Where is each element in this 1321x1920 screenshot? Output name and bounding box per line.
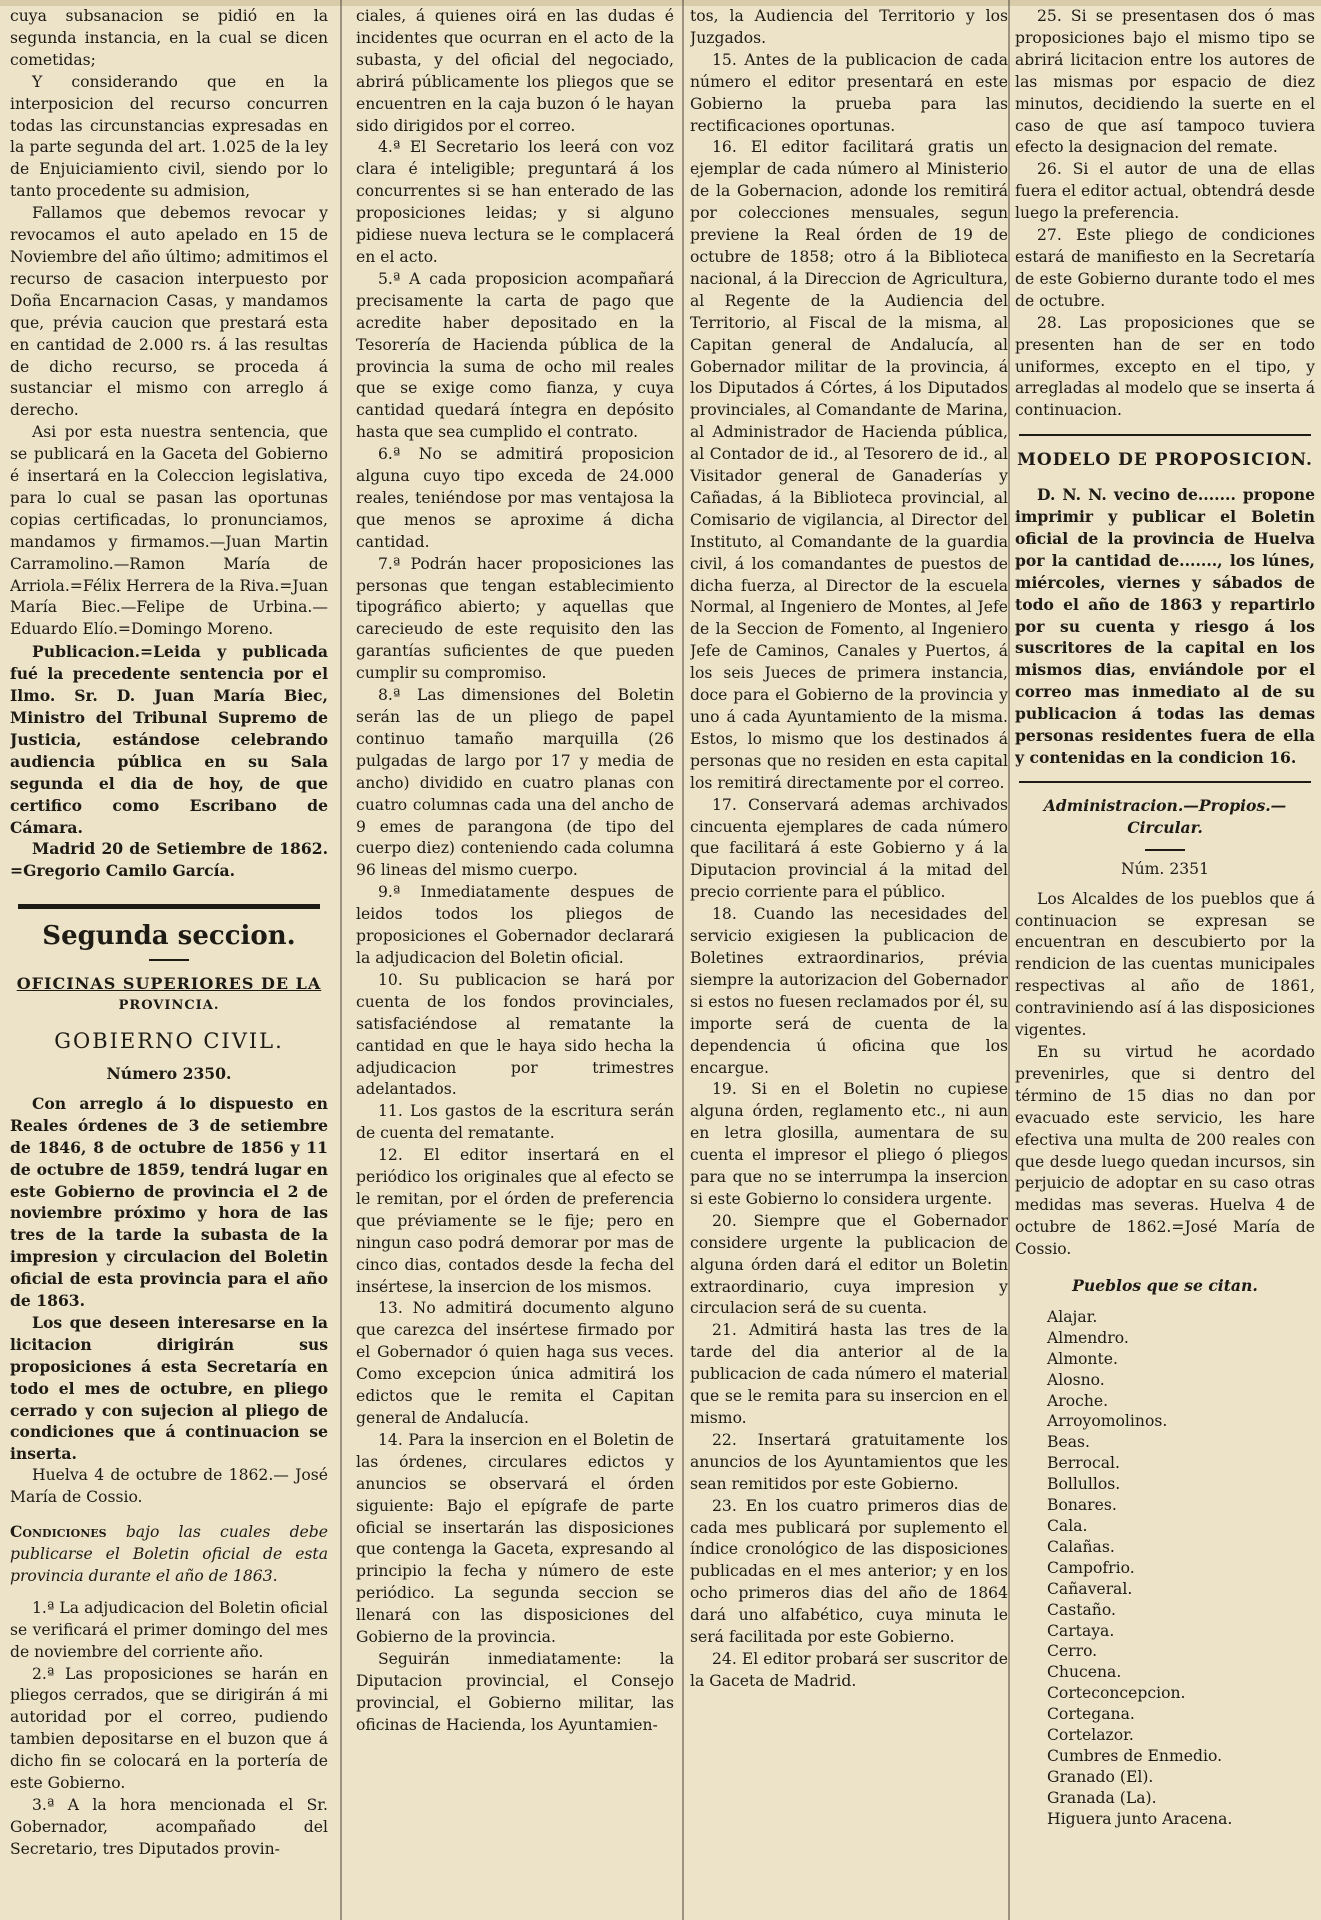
condition-item: 10. Su publicacion se hará por cuenta de los fondos provinciales, satisfaciéndose al rematante la cantidad en que le haya sido hecha la adjudicacion por trimestres adelantados. [356,970,674,1099]
town-item: Higuera junto Aracena. [1047,1809,1233,1828]
section-rule [1019,781,1311,783]
town-item: Berrocal. [1047,1454,1120,1473]
town-item: Castaño. [1047,1600,1116,1619]
town-item: Beas. [1047,1433,1090,1452]
paragraph: Asi por esta nuestra sentencia, que se publicará en la Gaceta del Gobierno é insertará en la Coleccion legislativa, para lo cual se pasan las oportunas copias certificadas, lo pronunciamos, mandamos y firmamos.—Juan Martin Carramolino.—Ramon María de Arriola.=Félix Herrera de la Riva.=Juan María Biec.—Felipe de Urbina.—Eduardo Elío.=Domingo Moreno. [10,423,328,639]
town-item: Alosno. [1047,1370,1105,1389]
town-item: Granada (La). [1047,1788,1157,1807]
paragraph: Con arreglo á lo dispuesto en Reales órdenes de 3 de setiembre de 1846, 8 de octubre de 1856 y 11 de octubre de 1859, tendrá lugar en este Gobierno de provincia el 2 de noviembre próximo y hora de las tres de la tarde la subasta de la impresion y circulacion del Boletin oficial de esta provincia para el año de 1863. [10,1093,328,1311]
conditions-heading [10,1521,328,1588]
town-item: Granado (El). [1047,1767,1154,1786]
condition-item: 5.ª A cada proposicion acompañará precisamente la carta de pago que acredite haber depositado en la Tesorería de Hacienda pública de la provincia la suma de ocho mil reales que se exige como fianza, y cuya cantidad quedará íntegra en depósito hasta que sea cumplido el contrato. [356,269,674,442]
towns-list [1015,1307,1315,1830]
model-text: D. N. N. vecino de....... propone imprimir y publicar el Boletin oficial de la provincia de Huelva por la cantidad de......., los lúnes, miércoles, viernes y sábados de todo el año de 1863 y repartirlo por su cuenta y riesgo á los suscritores de la capital en los mismos dias, enviándole por el correo mas inmediato al de su publicacion á todas las demas personas residentes fuera de ella y contenidas en la condicion 16. [1015,485,1315,767]
town-item: Cartaya. [1047,1621,1115,1640]
condition-item: 6.ª No se admitirá proposicion alguna cuyo tipo exceda de 24.000 reales, teniéndose por mas ventajosa la que menos se aproxime á dicha cantidad. [356,445,674,551]
condition-item: 24. El editor probará ser suscritor de la Gaceta de Madrid. [690,1649,1008,1690]
conditions-subtitle: bajo las cuales debe publicarse el Boletin oficial de esta provincia durante el año de 1863. [10,1523,328,1585]
condition-item: 15. Antes de la publicacion de cada número el editor presentará en este Gobierno la prueba para las rectificaciones oportunas. [690,50,1008,135]
number-label: Núm. 2351 [1120,859,1210,878]
condition-item: 1.ª La adjudicacion del Boletin oficial se verificará el primer domingo del mes de noviembre del corriente año. [10,1598,328,1661]
condition-item: 16. El editor facilitará gratis un ejemplar de cada número al Ministerio de la Gobernacion, adonde los remitirá por colecciones mensuales, segun previene la Real órden de 19 de octubre de 1858; otro á la Biblioteca nacional, á la Direccion de Agricultura, al Regente de la Audiencia del Territorio, al Fiscal de la misma, al Capitan general de Andalucía, al Gobernador militar de la provincia, á los Diputados á Córtes, á los Diputados provinciales, al Comandante de Marina, al Administrador de Hacienda pública, al Contador de id., al Tesorero de id., al Visitador general de Ganaderías y Cañadas, á la Biblioteca provincial, al Comisario de vigilancia, al Director del Instituto, al Comandante de la guardia civil, á los comandantes de puestos de dicha fuerza, al Director de la escuela Normal, al Ingeniero de Montes, al Jefe de la Seccion de Fomento, al Ingeniero Jefe de Caminos, Canales y Puertos, á los seis Jueces de primera instancia, doce para el Gobierno de la provincia y uno á cada Ayuntamiento de la misma. Estos, lo mismo que los destinados á personas que no residen en esta capital los remitirá directamente por el correo. [690,138,1008,792]
column-divider [1008,0,1010,1920]
condition-item: 28. Las proposiciones que se presenten han de ser en todo uniformes, excepto en el tipo, y arregladas al modelo que se inserta á continuacion. [1015,313,1315,420]
conditions-label: Condiciones [10,1522,107,1542]
condition-item: 21. Admitirá hasta las tres de la tarde del dia anterior al de la publicacion de cada número el material que se le remita para su insercion en el mismo. [690,1321,1008,1427]
short-rule [1145,849,1185,851]
paragraph: Publicacion.=Leida y publicada fué la precedente sentencia por el Ilmo. Sr. D. Juan María Biec, Ministro del Tribunal Supremo de Justicia, estándose celebrando audiencia pública en su Sala segunda el dia de hoy, de que certifico como Escribano de Cámara. [10,642,328,837]
town-item: Bollullos. [1047,1475,1121,1494]
condition-item: 7.ª Podrán hacer proposiciones las personas que tengan establecimiento tipográfico abierto; y aquellas que carecieudo de este requisito den las garantías suficientes de que pueden cumplir su compromiso. [356,554,674,683]
condition-item: 26. Si el autor de una de ellas fuera el editor actual, obtendrá desde luego la preferencia. [1015,160,1315,223]
condition-item: 2.ª Las proposiciones se harán en pliegos cerrados, que se dirigirán á mi autoridad por el correo, pudiendo tambien depositarse en el buzon que á dicho fin se colocará en la portería de este Gobierno. [10,1664,328,1793]
condition-item: 4.ª El Secretario los leerá con voz clara é inteligible; preguntará á los concurrentes si se han enterado de las proposiciones leidas; y si alguno pidiese nueva lectura se le complacerá en el acto. [356,138,674,266]
town-item: Cala. [1047,1517,1088,1535]
office-subheading: PROVINCIA. [118,998,220,1014]
column-3 [690,6,1008,1914]
town-item: Cortelazor. [1047,1726,1134,1745]
paragraph: En su virtud he acordado prevenirles, que si dentro del término de 15 dias no dan por evacuado este servicio, les hare efectiva una multa de 200 reales con que desde luego quedan incursos, sin perjuicio de adoptar en su caso otras medidas mas severas. Huelva 4 de octubre de 1862.=José María de Cossio. [1015,1042,1315,1259]
column-divider [682,0,684,1920]
town-item: Corteconcepcion. [1047,1684,1186,1703]
condition-item: 19. Si en el Boletin no cupiese alguna órden, reglamento etc., ni aun en letra glosilla, aumentara de su cuenta el impresor el pliego ó pliegos para que no se interrumpa la insercion si este Gobierno lo considera urgente. [690,1080,1008,1208]
paragraph: Los que deseen interesarse en la licitacion dirigirán sus proposiciones á esta Secretaría en todo el mes de octubre, en pliego cerrado y con sujecion al pliego de condiciones que á continuacion se inserta. [10,1312,328,1464]
condition-item: 20. Siempre que el Gobernador considere urgente la publicacion de alguna órden dará el editor un Boletin extraordinario, cuya impresion y circulacion será de su cuenta. [690,1211,1008,1318]
paragraph: Fallamos que debemos revocar y revocamos el auto apelado en 15 de Noviembre del año último; admitimos el recurso de casacion interpuesto por Doña Encarnacion Casas, y mandamos que, prévia caucion que prestará esta en cantidad de 2.000 rs. á las resultas de dicho recurso, se proceda á sustanciar el mismo con arreglo á derecho. [10,204,328,420]
office-heading: OFICINAS SUPERIORES DE LA [16,974,322,994]
town-item: Cerro. [1047,1642,1098,1661]
date-signature: Huelva 4 de octubre de 1862.— José María de Cossio. [10,1466,328,1507]
paragraph: Seguirán inmediatamente: la Diputacion provincial, el Consejo provincial, el Gobierno militar, las oficinas de Hacienda, los Ayuntamien- [356,1649,674,1734]
section-rule [1019,434,1311,436]
town-item: Cortegana. [1047,1705,1135,1724]
paragraph: cuya subsanacion se pidió en la segunda instancia, en la cual se dicen cometidas; [10,7,328,69]
towns-heading: Pueblos que se citan. [1072,1276,1258,1296]
town-item: Cumbres de Enmedio. [1047,1746,1223,1765]
town-item: Bonares. [1047,1496,1117,1515]
condition-item: 18. Cuando las necesidades del servicio exigiesen la publicacion de Boletines extraordinarios, prévia siempre la autorizacion del Gobernador si estos no fuesen reclamados por él, su importe será de cuenta de la dependencia ú oficina que los encargue. [690,905,1008,1077]
administration-heading: Administracion.—Propios.—Circular. [1043,795,1287,837]
town-item: Almendro. [1047,1328,1129,1347]
town-item: Alajar. [1047,1307,1098,1326]
condition-item: 27. Este pliego de condiciones estará de manifiesto en la Secretaría de este Gobierno durante todo el mes de octubre. [1015,226,1315,310]
column-2 [356,6,674,1914]
paragraph: Los Alcaldes de los pueblos que á continuacion se expresan se encuentran en descubierto por la rendicion de las cuentas municipales respectivas al año de 1861, contraviniendo así á las disposiciones vigentes. [1015,889,1315,1040]
paragraph: Y considerando que en la interposicion del recurso concurren todas las circunstancias expresadas en la parte segunda del art. 1.025 de la ley de Enjuiciamiento civil, siendo por lo tanto procedente su admision, [10,72,328,201]
condition-item: 14. Para la insercion en el Boletin de las órdenes, circulares edictos y anuncios se observará el órden siguiente: Bajo el epígrafe de parte oficial se insertarán las disposiciones que contenga la Gaceta, expresando al principio la fecha y número de este periódico. La segunda seccion se llenará con las disposiciones del Gobierno de la provincia. [356,1430,674,1647]
town-item: Almonte. [1047,1349,1118,1368]
condition-item: 8.ª Las dimensiones del Boletin serán las de un pliego de papel continuo tamaño marquilla (26 pulgadas de largo por 17 y media de ancho) dividido en cuatro planas con cuatro columnas cada una del ancho de 9 emes de parangona (de tipo del cuerpo diez) conteniendo cada columna 96 lineas del mismo cuerpo. [356,686,674,880]
short-rule [149,959,189,961]
paragraph: ciales, á quienes oirá en las dudas é incidentes que ocurran en el acto de la subasta, y del oficial del negociado, abrirá públicamente los pliegos que se encuentren en la caja buzon ó le hayan sido dirigidos por el correo. [356,7,674,135]
paragraph: tos, la Audiencia del Territorio y los Juzgados. [690,7,1008,47]
condition-item: 13. No admitirá documento alguno que carezca del insértese firmado por el Gobernador ó quien haga sus veces. Como excepcion única admitirá los edictos que le remita el Capitan general de Andalucía. [356,1299,674,1427]
signature-line: Madrid 20 de Setiembre de 1862. =Gregorio Camilo García. [10,839,328,881]
town-item: Campofrio. [1047,1558,1135,1577]
condition-item: 12. El editor insertará en el periódico los originales que al efecto se le remitan, por el órden de preferencia que préviamente se le fije; pero en ningun caso podrá demorar por mas de cinco dias, contados desde la fecha del insértese, la insercion de los mismos. [356,1146,674,1296]
condition-item: 23. En los cuatro primeros dias de cada mes publicará por suplemento el índice cronológico de las disposiciones publicadas en el mes anterior; y en los ocho primeros dias del año de 1864 dará uno alfabético, cuya minuta le será facilitada por este Gobierno. [690,1496,1008,1647]
column-1 [10,6,328,1914]
town-item: Chucena. [1047,1663,1122,1682]
column-4 [1015,6,1315,1914]
condition-item: 3.ª A la hora mencionada el Sr. Gobernador, acompañado del Secretario, tres Diputados provin- [10,1795,328,1858]
section-title: Segunda seccion. [42,921,296,952]
section-rule [18,904,320,909]
model-heading: MODELO DE PROPOSICION. [1017,450,1313,471]
number-label: Número 2350. [106,1063,232,1083]
town-item: Calañas. [1047,1537,1115,1556]
condition-item: 17. Conservará ademas archivados cincuenta ejemplares de cada número que facilitará á este Gobierno y á la Diputacion provincial á la mitad del precio corriente para el público. [690,795,1008,902]
town-item: Cañaveral. [1047,1579,1133,1598]
condition-item: 9.ª Inmediatamente despues de leidos todos los pliegos de proposiciones el Gobernador declarará la adjudicacion del Boletin oficial. [356,883,674,967]
column-divider [340,0,342,1920]
condition-item: 22. Insertará gratuitamente los anuncios de los Ayuntamientos que les sean remitidos por este Gobierno. [690,1430,1008,1493]
town-item: Aroche. [1047,1391,1109,1410]
condition-item: 11. Los gastos de la escritura serán de cuenta del rematante. [356,1102,674,1143]
condition-item: 25. Si se presentasen dos ó mas proposiciones bajo el mismo tipo se abrirá licitacion entre los autores de las mismas por espacio de diez minutos, decidiendo la suerte en el caso de que así tampoco tuviera efecto la designacion del remate. [1015,7,1315,157]
gobierno-heading: GOBIERNO CIVIL. [54,1029,284,1054]
town-item: Arroyomolinos. [1047,1412,1168,1431]
